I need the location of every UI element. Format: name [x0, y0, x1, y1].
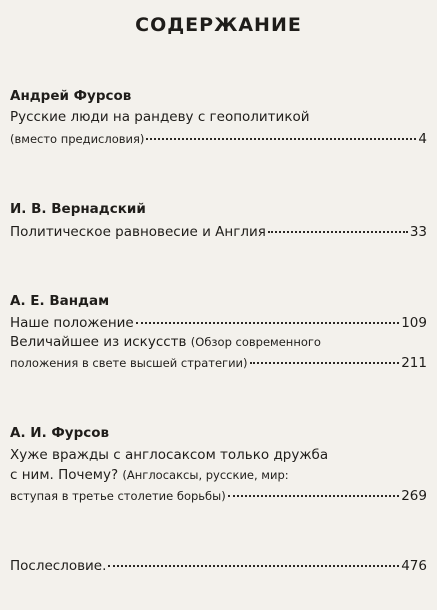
entry-title: Наше положение [10, 315, 134, 331]
page-number: 476 [401, 558, 427, 574]
toc-entry-greatest-art [10, 334, 427, 371]
toc-entry-political-balance [10, 224, 427, 240]
entry-title: Послесловие. [10, 558, 107, 574]
entry-title: Величайшее из искусств [10, 334, 187, 350]
page-number: 109 [401, 315, 427, 331]
page-title: СОДЕРЖАНИЕ [135, 14, 302, 36]
leader-dots [268, 231, 408, 233]
entry-title-note: (Англосаксы, русские, мир: [122, 468, 289, 482]
toc-entry-anglosaxon [10, 447, 427, 504]
leader-dots [108, 565, 399, 567]
author-vandam: А. Е. Вандам [10, 293, 110, 309]
entry-title-note-cont: положения в свете высшей стратегии) [10, 356, 248, 370]
entry-subtitle: (вместо предисловия) [10, 132, 145, 146]
leader-dots [228, 495, 400, 497]
author-fursov-ai: А. И. Фурсов [10, 425, 110, 441]
entry-title-note-cont: вступая в третье столетие борьбы) [10, 489, 226, 503]
leader-dots [146, 138, 416, 140]
page-number: 33 [409, 224, 427, 240]
entry-title-note: (Обзор современного [190, 335, 321, 349]
entry-title: Русские люди на рандеву с геополитикой [10, 109, 310, 125]
entry-title-cont: с ним. Почему? [10, 467, 119, 483]
author-vernadsky: И. В. Вернадский [10, 201, 146, 217]
page-number: 4 [418, 131, 427, 147]
entry-title: Хуже вражды с англосаксом только дружба [10, 447, 329, 463]
toc-entry-our-position [10, 315, 427, 331]
leader-dots [250, 362, 400, 364]
page-number: 211 [401, 355, 427, 371]
toc-entry-afterword [10, 558, 427, 574]
author-fursov-andrey: Андрей Фурсов [10, 88, 132, 104]
page-number: 269 [401, 488, 427, 504]
entry-title: Политическое равновесие и Англия [10, 224, 266, 240]
toc-entry-russian-people [10, 109, 427, 147]
leader-dots [136, 322, 399, 324]
